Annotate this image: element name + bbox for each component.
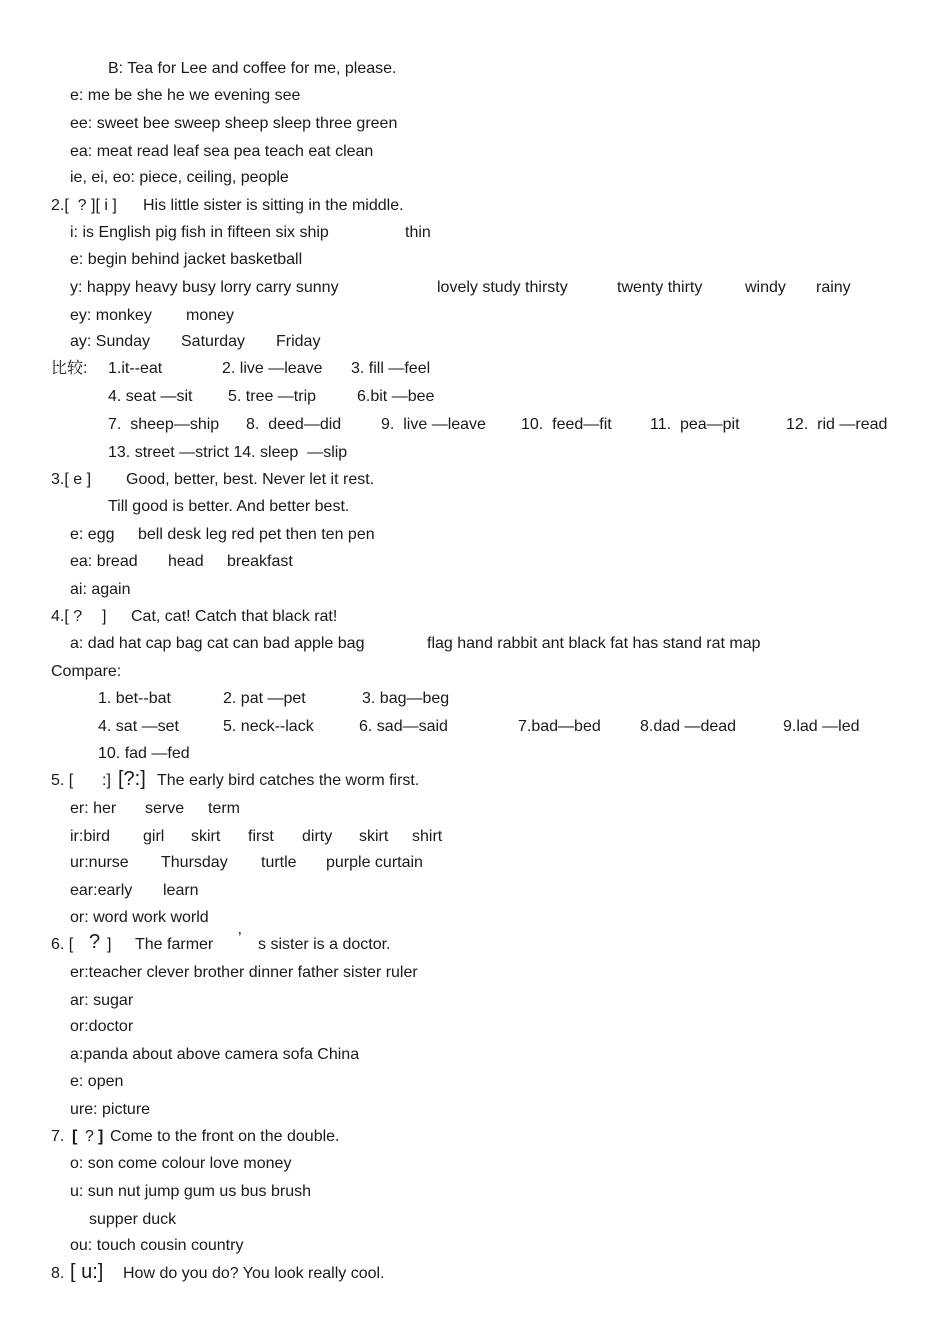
compare-label: 比较:	[51, 360, 88, 377]
word-pair: 5. tree —trip	[228, 388, 317, 405]
word-pair: 3. bag—beg	[362, 690, 450, 707]
phoneme-label: ?	[85, 1128, 94, 1145]
line-text: y: happy heavy busy lorry carry sunny	[70, 279, 339, 296]
line-text: ur:nurse	[70, 854, 129, 871]
phoneme-label: 6. [	[51, 936, 74, 953]
example-sentence: Come to the front on the double.	[110, 1128, 340, 1145]
line-text: head	[168, 553, 204, 570]
line-text: purple curtain	[326, 854, 423, 871]
phoneme-label: 7.	[51, 1128, 65, 1145]
word-pair: 2. pat —pet	[223, 690, 306, 707]
line-text: breakfast	[227, 553, 293, 570]
line-text: ay: Sunday	[70, 333, 151, 350]
line-text: dirty	[302, 828, 333, 845]
line-text: ai: again	[70, 581, 131, 598]
line-text: Thursday	[161, 854, 228, 871]
word-pair: 12. rid —read	[786, 416, 888, 433]
example-sentence: Cat, cat! Catch that black rat!	[131, 608, 338, 625]
word-pair: 7.bad—bed	[518, 718, 601, 735]
line-text: er:teacher clever brother dinner father sister ruler	[70, 964, 418, 981]
line-text: e: begin behind jacket basketball	[70, 251, 303, 268]
phoneme-label: 8.	[51, 1265, 65, 1282]
example-sentence: The early bird catches the worm first.	[157, 772, 420, 789]
line-text: ea: meat read leaf sea pea teach eat clean	[70, 143, 374, 160]
line-text: ar: sugar	[70, 992, 134, 1009]
line-text: B: Tea for Lee and coffee for me, please.	[108, 60, 397, 77]
line-text: e: open	[70, 1073, 124, 1090]
line-text: ie, ei, eo: piece, ceiling, people	[70, 169, 289, 186]
phoneme-label: ]	[102, 608, 107, 625]
word-pair: 9.lad —led	[783, 718, 860, 735]
phoneme-label: 4.[ ?	[51, 608, 83, 625]
line-text: i: is English pig fish in fifteen six ship	[70, 224, 329, 241]
line-text: ir:bird	[70, 828, 111, 845]
phoneme-label: 2.[ ? ][ i ]	[51, 197, 117, 214]
line-text: term	[208, 800, 240, 817]
phoneme-label: [ u:]	[70, 1261, 104, 1283]
line-text: lovely study thirsty	[437, 279, 568, 296]
line-text: Saturday	[181, 333, 246, 350]
line-text: ear:early	[70, 882, 133, 899]
line-text: or: word work world	[70, 909, 209, 926]
line-text: e: egg	[70, 526, 115, 543]
line-text: rainy	[816, 279, 851, 296]
example-sentence: Good, better, best. Never let it rest.	[126, 471, 375, 488]
apostrophe: ’	[238, 930, 242, 947]
line-text: learn	[163, 882, 199, 899]
phoneme-label: ]	[98, 1128, 104, 1145]
compare-label: Compare:	[51, 663, 122, 680]
line-text: turtle	[261, 854, 297, 871]
phoneme-label: [	[72, 1128, 78, 1145]
line-text: or:doctor	[70, 1018, 134, 1035]
word-pair: 9. live —leave	[381, 416, 486, 433]
phoneme-label: ]	[107, 936, 112, 953]
line-text: ure: picture	[70, 1101, 151, 1118]
line-text: bell desk leg red pet then ten pen	[138, 526, 375, 543]
example-sentence: His little sister is sitting in the middle.	[143, 197, 404, 214]
word-pair: 8.dad —dead	[640, 718, 737, 735]
word-pair: 7. sheep—ship	[108, 416, 220, 433]
example-sentence: The farmer	[135, 936, 214, 953]
line-text: supper duck	[89, 1211, 177, 1228]
word-pair: 10. feed—fit	[521, 416, 612, 433]
line-text: skirt	[359, 828, 389, 845]
line-text: ey: monkey	[70, 307, 152, 324]
line-text: money	[186, 307, 235, 324]
word-pair: 1.it--eat	[108, 360, 163, 377]
line-text: ea: bread	[70, 553, 138, 570]
line-text: ee: sweet bee sweep sheep sleep three green	[70, 115, 398, 132]
phoneme-label: [?:]	[118, 768, 146, 790]
word-pair: 1. bet--bat	[98, 690, 171, 707]
line-text: flag hand rabbit ant black fat has stand rat map	[427, 635, 761, 652]
line-text: Friday	[276, 333, 321, 350]
phoneme-label: :]	[102, 772, 111, 789]
word-pair: 10. fad —fed	[98, 745, 190, 762]
line-text: skirt	[191, 828, 221, 845]
line-text: thin	[405, 224, 431, 241]
line-text: e: me be she he we evening see	[70, 87, 301, 104]
line-text: er: her	[70, 800, 117, 817]
section-heading	[0, 1261, 385, 1344]
word-pair: 3. fill —feel	[351, 360, 431, 377]
line-text: girl	[143, 828, 165, 845]
phoneme-label: ?	[89, 931, 101, 953]
example-sentence: How do you do? You look really cool.	[123, 1265, 385, 1282]
word-pair: 5. neck--lack	[223, 718, 314, 735]
line-text: windy	[745, 279, 786, 296]
line-text: o: son come colour love money	[70, 1155, 292, 1172]
line-text: ou: touch cousin country	[70, 1237, 244, 1254]
word-pair: 4. seat —sit	[108, 388, 193, 405]
line-text: a:panda about above camera sofa China	[70, 1046, 360, 1063]
line-text: twenty thirty	[617, 279, 703, 296]
line-text: serve	[145, 800, 185, 817]
phoneme-label: 3.[ e ]	[51, 471, 92, 488]
line-text: a: dad hat cap bag cat can bad apple bag	[70, 635, 365, 652]
line-text: Till good is better. And better best.	[108, 498, 350, 515]
word-pair: 4. sat —set	[98, 718, 179, 735]
line-text: first	[248, 828, 274, 845]
example-sentence: s sister is a doctor.	[258, 936, 391, 953]
line-text: u: sun nut jump gum us bus brush	[70, 1183, 312, 1200]
word-pair: 11. pea—pit	[650, 416, 740, 433]
word-pair: 6. sad—said	[359, 718, 448, 735]
word-pair: 2. live —leave	[222, 360, 323, 377]
word-pair: 8. deed—did	[246, 416, 342, 433]
line-text: shirt	[412, 828, 443, 845]
word-pair: 6.bit —bee	[357, 388, 435, 405]
phoneme-label: 5. [	[51, 772, 74, 789]
word-pair: 13. street —strict 14. sleep —slip	[108, 444, 348, 461]
